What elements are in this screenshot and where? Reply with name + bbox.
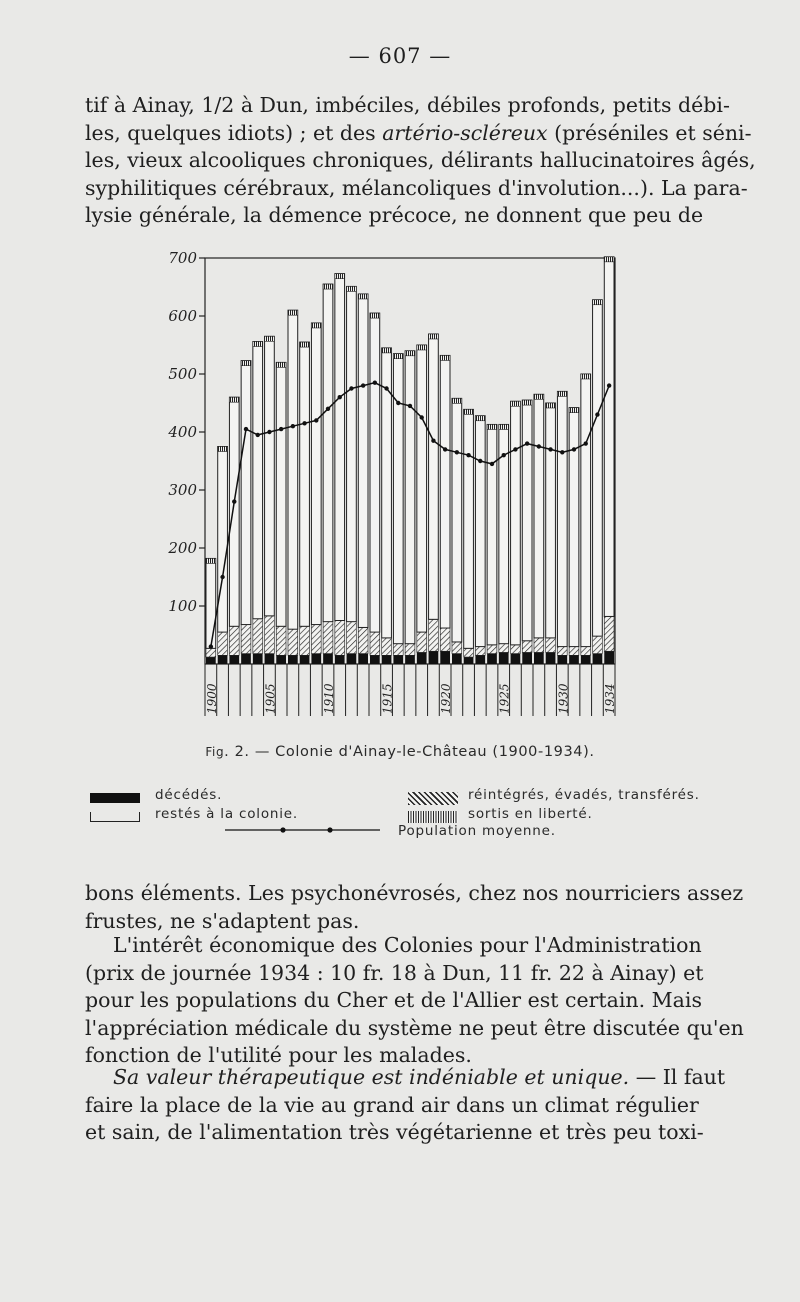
bar-remaining (300, 342, 310, 626)
bar-released (218, 447, 228, 452)
population-point (595, 412, 599, 416)
bar-transferred (370, 632, 380, 655)
legend-swatch-remaining (90, 812, 140, 822)
population-point (548, 447, 552, 451)
legend-swatch-deceased (90, 793, 140, 803)
bar-deceased (440, 651, 450, 664)
bar-transferred (241, 625, 251, 654)
bar-deceased (288, 655, 298, 664)
population-point (490, 462, 494, 466)
bar-remaining (569, 408, 579, 647)
bar-transferred (593, 636, 603, 653)
bar-transferred (358, 627, 368, 653)
bar-released (593, 300, 603, 305)
text-line: (prix de journée 1934 : 10 fr. 18 à Dun, 11 fr. 22 à Ainay) et (85, 960, 704, 985)
legend-remaining-label: restés à la colonie. (155, 806, 298, 822)
paragraph-3 (85, 932, 744, 1070)
population-point (502, 453, 506, 457)
bar-remaining (288, 310, 298, 629)
bar-released (581, 374, 591, 379)
population-chart (150, 246, 630, 726)
population-point (314, 418, 318, 422)
bar-deceased (335, 655, 345, 664)
bar-transferred (382, 638, 392, 655)
bar-deceased (569, 655, 579, 664)
legend-swatch-released (408, 811, 458, 823)
y-tick-label: 600 (168, 307, 197, 325)
bar-deceased (253, 654, 263, 664)
bar-remaining (335, 274, 345, 621)
population-point (513, 447, 517, 451)
bar-remaining (604, 257, 614, 617)
bar-remaining (253, 342, 263, 619)
bar-released (393, 354, 403, 359)
legend-released-label: sortis en liberté. (468, 806, 593, 822)
population-point (349, 386, 353, 390)
text-line: pour les populations du Cher et de l'Allier est certain. Mais (85, 988, 702, 1013)
bar-transferred (347, 622, 357, 654)
bar-transferred (534, 638, 544, 653)
bar-deceased (464, 657, 474, 664)
bar-deceased (475, 655, 485, 664)
legend-swatch-population (225, 823, 385, 837)
bar-released (311, 323, 321, 328)
bar-deceased (265, 654, 275, 664)
x-tick-label: 1900 (204, 683, 219, 714)
bar-transferred (499, 644, 509, 653)
bar-deceased (557, 655, 567, 664)
population-point (537, 444, 541, 448)
bar-remaining (429, 334, 439, 619)
bar-deceased (511, 654, 521, 664)
bar-remaining (546, 403, 556, 638)
bar-released (229, 397, 239, 402)
bar-released (522, 400, 532, 405)
x-tick-label: 1930 (556, 683, 571, 714)
population-point (584, 441, 588, 445)
bar-transferred (300, 626, 310, 655)
bar-deceased (229, 655, 239, 664)
bar-released (265, 336, 275, 341)
bar-remaining (581, 374, 591, 647)
bar-remaining (511, 401, 521, 645)
bar-deceased (206, 657, 216, 664)
text-line: fonction de l'utilité pour les malades. (85, 1043, 472, 1068)
bar-remaining (358, 294, 368, 627)
bar-transferred (429, 619, 439, 651)
bar-released (534, 394, 544, 399)
bar-released (206, 558, 216, 563)
bar-remaining (417, 345, 427, 632)
bar-remaining (593, 300, 603, 636)
bar-remaining (370, 313, 380, 632)
bar-remaining (347, 286, 357, 621)
page-number: — 607 — (348, 44, 452, 68)
bar-transferred (546, 638, 556, 653)
population-point (396, 401, 400, 405)
y-tick-label: 500 (168, 365, 197, 383)
bar-deceased (382, 655, 392, 664)
legend-transferred-label: réintégrés, évadés, transférés. (468, 787, 700, 803)
population-point (384, 386, 388, 390)
bar-deceased (593, 654, 603, 664)
bar-released (253, 342, 263, 347)
population-point (420, 415, 424, 419)
bar-remaining (405, 351, 415, 644)
bar-released (440, 355, 450, 360)
paragraph-2 (85, 880, 744, 935)
bar-released (452, 398, 462, 403)
paragraph-top (85, 92, 756, 230)
population-point (560, 450, 564, 454)
bar-released (604, 257, 614, 262)
population-point (607, 383, 611, 387)
bar-released (405, 351, 415, 356)
bar-remaining (276, 362, 286, 626)
bar-deceased (370, 655, 380, 664)
text-line: frustes, ne s'adaptent pas. (85, 908, 360, 933)
text-line: bons éléments. Les psychonévrosés, chez nos nourriciers assez (85, 881, 744, 905)
x-tick-label: 1915 (380, 683, 395, 714)
bar-transferred (581, 647, 591, 656)
bar-released (241, 361, 251, 366)
bar-deceased (405, 655, 415, 664)
bar-transferred (323, 622, 333, 654)
bar-transferred (464, 648, 474, 657)
paragraph-4 (85, 1064, 726, 1147)
bar-transferred (557, 647, 567, 656)
population-point (572, 447, 576, 451)
bar-deceased (323, 654, 333, 664)
legend-deceased-label: décédés. (155, 787, 223, 803)
bar-remaining (265, 336, 275, 616)
text-line: faire la place de la vie au grand air dans un climat régulier (85, 1092, 699, 1117)
italic-term: artério-scléreux (382, 120, 548, 145)
population-point (279, 427, 283, 431)
bar-transferred (335, 621, 345, 656)
bar-released (335, 274, 345, 279)
bar-released (417, 345, 427, 350)
bar-remaining (206, 558, 216, 648)
bar-released (487, 424, 497, 429)
population-point (455, 450, 459, 454)
bar-remaining (557, 391, 567, 646)
bar-transferred (405, 644, 415, 656)
bar-deceased (604, 651, 614, 664)
bar-remaining (475, 416, 485, 647)
text-line: les, vieux alcooliques chroniques, délirants hallucinatoires âgés, (85, 148, 756, 173)
bar-released (323, 284, 333, 289)
bar-transferred (229, 626, 239, 655)
bar-remaining (440, 355, 450, 628)
bar-deceased (358, 654, 368, 664)
bar-remaining (323, 284, 333, 622)
text-line: l'appréciation médicale du système ne peut être discutée qu'en (85, 1015, 744, 1040)
bar-remaining (311, 323, 321, 625)
bar-released (499, 424, 509, 429)
bar-remaining (382, 348, 392, 638)
y-tick-label: 300 (168, 481, 197, 499)
population-point (373, 381, 377, 385)
bar-transferred (206, 648, 216, 657)
text-line: Sa valeur thérapeutique est indéniable et unique. — Il faut (113, 1065, 726, 1089)
bar-deceased (487, 654, 497, 664)
bar-remaining (452, 398, 462, 642)
bar-deceased (429, 651, 439, 664)
text-line: et sain, de l'alimentation très végétarienne et très peu toxi- (85, 1120, 704, 1145)
population-point (244, 427, 248, 431)
bar-released (429, 334, 439, 339)
population-point (220, 575, 224, 579)
x-tick-label: 1920 (439, 683, 454, 714)
bar-transferred (417, 632, 427, 652)
bar-deceased (393, 655, 403, 664)
bar-released (475, 416, 485, 421)
population-point (326, 407, 330, 411)
bar-remaining (464, 409, 474, 648)
population-point (256, 433, 260, 437)
bar-remaining (393, 354, 403, 644)
bar-remaining (487, 424, 497, 644)
bar-deceased (452, 654, 462, 664)
text-line: L'intérêt économique des Colonies pour l'Administration (113, 933, 702, 957)
bar-transferred (276, 626, 286, 655)
y-tick-label: 700 (168, 249, 197, 267)
legend-population-label: Population moyenne. (398, 823, 556, 839)
legend-swatch-transferred (408, 792, 458, 805)
text-line: les, quelques idiots) ; et des artério-scléreux (préséniles et séni- (85, 120, 752, 145)
population-point (466, 453, 470, 457)
bar-remaining (229, 397, 239, 626)
bar-released (358, 294, 368, 299)
bar-released (347, 286, 357, 291)
bar-deceased (522, 652, 532, 664)
bar-deceased (276, 655, 286, 664)
bar-transferred (440, 628, 450, 651)
bar-deceased (534, 652, 544, 664)
text-line: lysie générale, la démence précoce, ne donnent que peu de (85, 203, 704, 228)
italic-phrase: Sa valeur thérapeutique est indéniable et unique. (113, 1065, 630, 1089)
bar-deceased (581, 655, 591, 664)
bar-released (511, 401, 521, 406)
bar-deceased (300, 655, 310, 664)
population-point (478, 459, 482, 463)
bar-released (288, 310, 298, 315)
bar-transferred (511, 645, 521, 654)
population-point (302, 421, 306, 425)
x-tick-label: 1905 (263, 683, 278, 714)
x-tick-label: 1925 (497, 683, 512, 714)
bar-remaining (218, 447, 228, 633)
bar-transferred (265, 616, 275, 654)
bar-released (464, 409, 474, 414)
bar-transferred (311, 625, 321, 654)
population-point (338, 395, 342, 399)
bar-released (370, 313, 380, 318)
population-point (525, 441, 529, 445)
bar-released (300, 342, 310, 347)
bar-transferred (604, 616, 614, 651)
population-point (408, 404, 412, 408)
x-tick-label: 1910 (322, 683, 336, 714)
y-tick-label: 400 (168, 423, 197, 441)
bar-transferred (569, 647, 579, 656)
text-line: syphilitiques cérébraux, mélancoliques d'involution...). La para- (85, 175, 748, 200)
bar-transferred (487, 645, 497, 654)
bar-remaining (241, 361, 251, 625)
bar-deceased (218, 655, 228, 664)
bar-remaining (534, 394, 544, 638)
figure-caption: Fig. 2. — Colonie d'Ainay-le-Château (1900-1934). (205, 744, 595, 760)
bar-released (276, 362, 286, 367)
bar-deceased (241, 654, 251, 664)
population-point (209, 644, 213, 648)
bar-deceased (347, 654, 357, 664)
bar-deceased (417, 652, 427, 664)
y-tick-label: 200 (168, 539, 197, 557)
bar-deceased (546, 652, 556, 664)
bar-transferred (475, 647, 485, 656)
bar-transferred (393, 644, 403, 656)
bar-transferred (253, 619, 263, 654)
population-point (291, 424, 295, 428)
bar-deceased (499, 652, 509, 664)
x-tick-label: 1934 (603, 683, 618, 714)
y-tick-label: 100 (168, 597, 197, 615)
bar-transferred (288, 629, 298, 655)
bar-transferred (522, 641, 532, 653)
population-point (267, 430, 271, 434)
bar-released (569, 408, 579, 413)
bar-released (546, 403, 556, 408)
bar-transferred (452, 642, 462, 654)
population-point (361, 383, 365, 387)
bar-released (382, 348, 392, 353)
population-point (232, 499, 236, 503)
bar-released (557, 391, 567, 396)
text-line: tif à Ainay, 1/2 à Dun, imbéciles, débiles profonds, petits débi- (85, 93, 730, 117)
bar-deceased (311, 654, 321, 664)
bar-transferred (218, 632, 228, 655)
population-point (431, 439, 435, 443)
bar-remaining (522, 400, 532, 641)
population-point (443, 447, 447, 451)
